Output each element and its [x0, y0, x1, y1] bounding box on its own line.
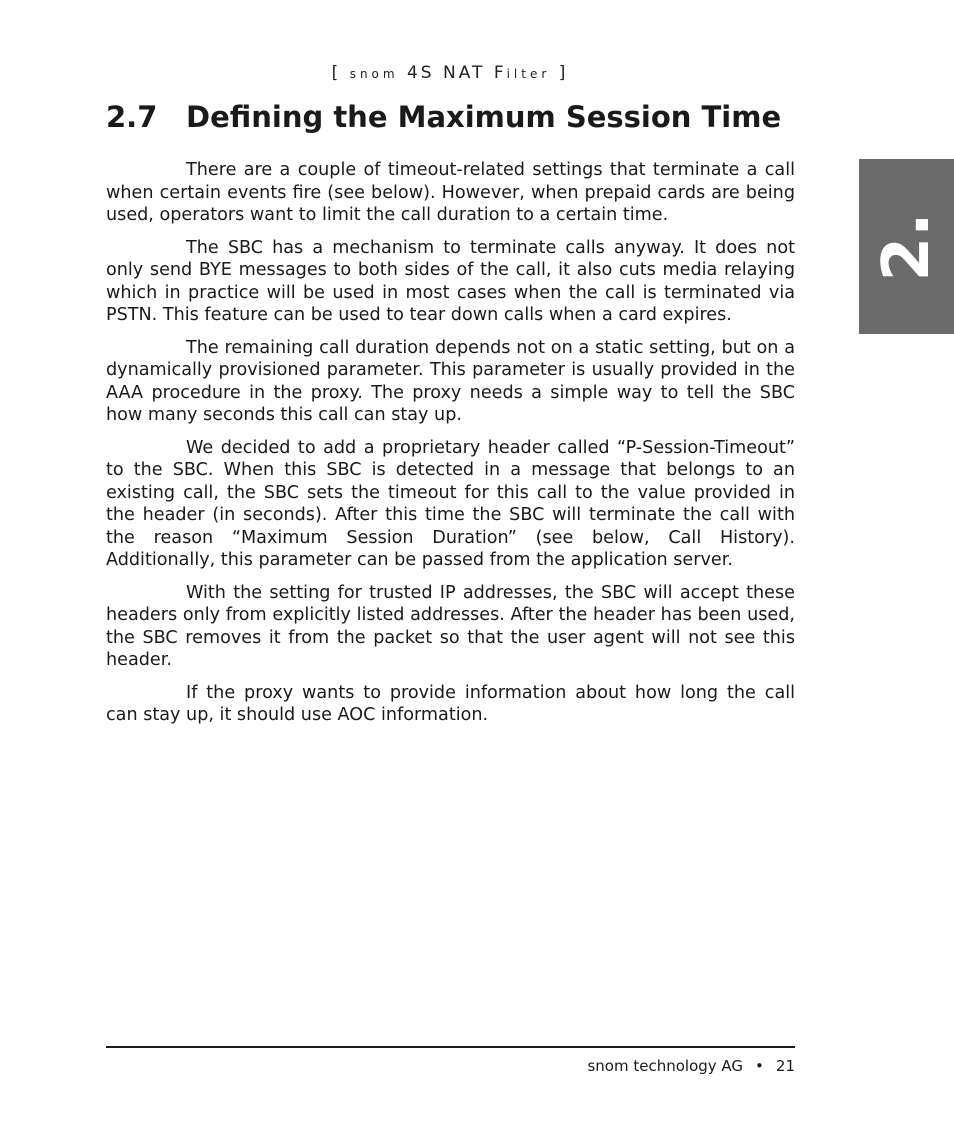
header-filter-initial: F [493, 63, 507, 83]
paragraph: The SBC has a mechanism to terminate calls anyway. It does not only send BYE messages to both sides of the call, it also cuts media relaying which in practice will be used in most cases when the call is terminated via PSTN. This feature can be used to tear down calls when a card expires. [106, 237, 795, 325]
chapter-tab-label: 2. [869, 212, 944, 281]
paragraph: We decided to add a proprietary header called “P-Session-Timeout” to the SBC. When this SBC is detected in a message that belongs to an existing call, the SBC sets the timeout for this call to the value provided in the header (in seconds). After this time the SBC will terminate the call with the reason “Maximum Session Duration” (see below, Call History). Additionally, this parameter can be passed from the application server. [106, 437, 795, 570]
body-text [106, 159, 795, 737]
footer [106, 1057, 795, 1075]
header-open-bracket: [ [331, 63, 342, 83]
footer-rule [106, 1046, 795, 1048]
section-heading [106, 100, 781, 134]
paragraph: With the setting for trusted IP addresses, the SBC will accept these headers only from explicitly listed addresses. After the header has been used, the SBC removes it from the packet so that the user agent will not see this header. [106, 582, 795, 670]
section-title-text: Defining the Maximum Session Time [186, 100, 782, 134]
section-number: 2.7 [106, 100, 158, 134]
chapter-tab [859, 159, 954, 334]
header-close-bracket: ] [558, 63, 569, 83]
paragraph: The remaining call duration depends not on a static setting, but on a dynamically provisioned parameter. This parameter is usually provided in the AAA procedure in the proxy. The proxy needs a simple way to tell the SBC how many seconds this call can stay up. [106, 337, 795, 425]
header-product: 4S NAT [406, 63, 486, 83]
footer-company: snom technology AG [587, 1057, 744, 1075]
footer-separator: • [755, 1057, 764, 1075]
header-filter-rest: ilter [506, 67, 551, 81]
page-number: 21 [775, 1057, 795, 1075]
paragraph: If the proxy wants to provide information about how long the call can stay up, it should use AOC information. [106, 682, 795, 725]
paragraph: There are a couple of timeout-related settings that terminate a call when certain events fire (see below). However, when prepaid cards are being used, operators want to limit the call duration to a certain time. [106, 160, 795, 225]
header-brand: snom [349, 67, 399, 81]
running-header [0, 63, 900, 83]
